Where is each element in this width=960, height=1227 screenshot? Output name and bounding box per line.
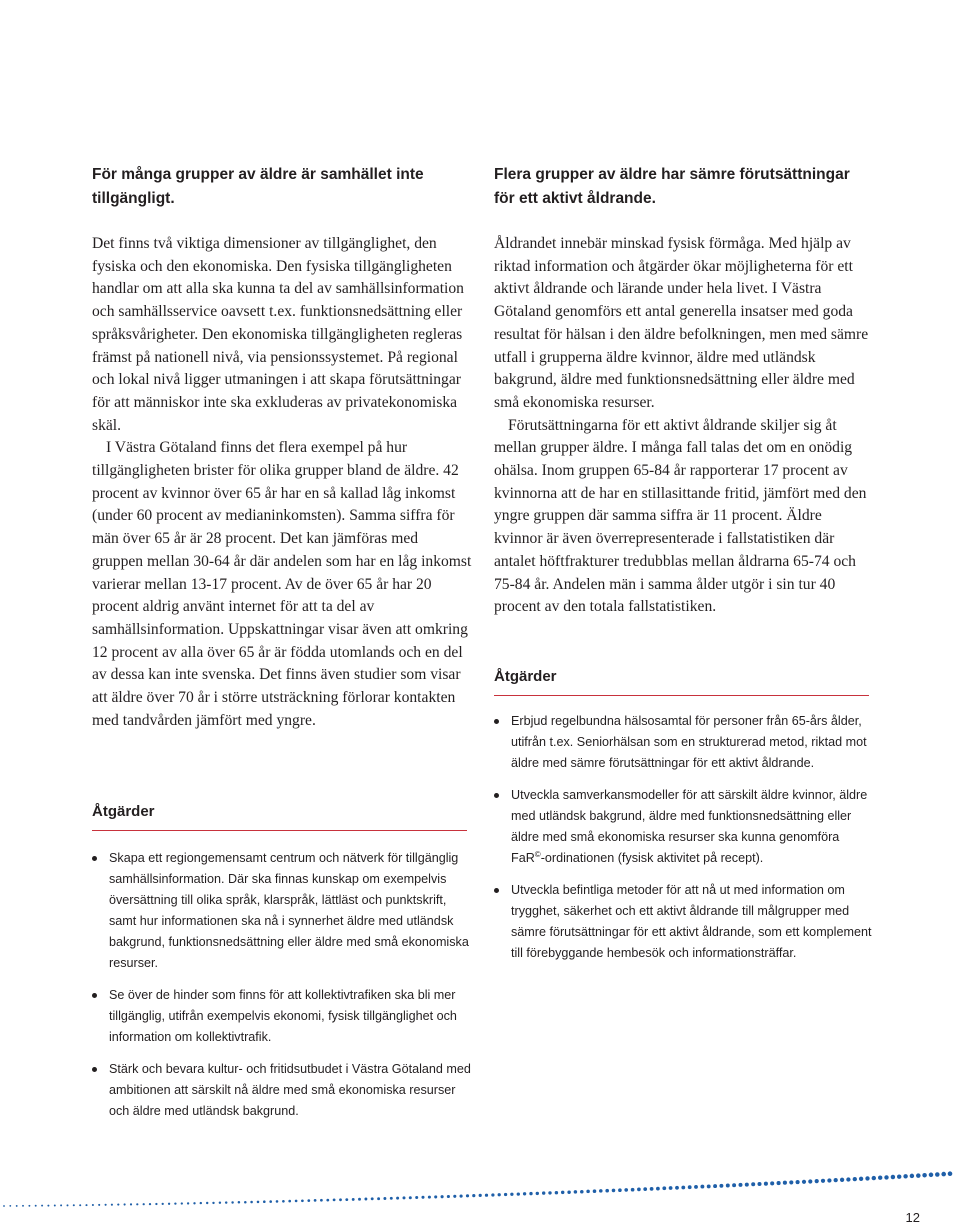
decorative-dot (777, 1181, 781, 1185)
decorative-dot (643, 1187, 647, 1191)
decorative-dot (35, 1205, 37, 1207)
page-number: 12 (905, 1210, 920, 1225)
list-item: Utveckla befintliga metoder för att nå ut med information om trygghet, säkerhet och ett aktivt åldrande till målgrupper med sämre förutsättningar för ett aktivt åldrande, som ett komplement till förebyggande hembesök och informationsträffar. (494, 880, 874, 964)
decorative-dot (498, 1193, 501, 1196)
decorative-dot (364, 1198, 367, 1201)
decorative-dot (206, 1202, 208, 1204)
decorative-dot (637, 1188, 641, 1192)
decorative-dot (574, 1190, 578, 1194)
decorative-dot (3, 1205, 5, 1207)
right-bullet-list (494, 711, 874, 975)
decorative-dot (536, 1192, 539, 1195)
decorative-dot (713, 1184, 717, 1188)
decorative-dot (948, 1171, 953, 1176)
decorative-dot (897, 1174, 901, 1178)
decorative-dot (688, 1185, 692, 1189)
decorative-dot (54, 1205, 56, 1207)
decorative-dot (143, 1203, 145, 1205)
decorative-dot (929, 1173, 934, 1178)
decorative-dot (840, 1178, 844, 1182)
decorative-dot (339, 1198, 342, 1201)
decorative-dot (460, 1195, 463, 1198)
right-body (494, 233, 874, 619)
list-item: Utveckla samverkansmodeller för att särskilt äldre kvinnor, äldre med utländsk bakgrund, äldre med funktionsnedsättning eller äldre med små ekonomiska resurser ska kunna genomföra FaR©-ordinationen (fysisk aktivitet på recept). (494, 785, 874, 869)
left-section-rule (92, 830, 467, 831)
decorative-dot (903, 1174, 907, 1178)
decorative-dot (707, 1184, 711, 1188)
decorative-dot (466, 1194, 469, 1197)
decorative-dot (719, 1184, 723, 1188)
bullet-icon (494, 793, 499, 798)
decorative-dot (910, 1174, 914, 1178)
right-heading: Flera grupper av äldre har sämre förutsättningar för ett aktivt åldrande. (494, 166, 850, 207)
right-paragraph-1: Åldrandet innebär minskad fysisk förmåga. Med hjälp av riktad information och åtgärder ökar möjligheterna för ett aktivt åldrande och lärande under hela livet. I Västra Götaland genomförs ett antal generella insatser med goda resultat för hälsan i den äldre befolkningen, men med sämre utfall i grupperna äldre kvinnor, äldre med utländsk bakgrund, äldre med funktionsnedsättning eller äldre med små ekonomiska resurser. (494, 235, 869, 411)
decorative-dot (872, 1176, 876, 1180)
decorative-dot (130, 1203, 132, 1205)
list-item: Erbjud regelbundna hälsosamtal för personer från 65-års ålder, utifrån t.ex. Seniorhälsan som en strukturerad metod, riktad mot äldre med sämre förutsättningar för ett aktivt åldrande. (494, 711, 874, 774)
decorative-dot (225, 1201, 227, 1203)
decorative-dot (383, 1197, 386, 1200)
decorative-dot (67, 1204, 69, 1206)
decorative-dot (783, 1181, 787, 1185)
decorative-dot (352, 1198, 355, 1201)
decorative-dot (390, 1197, 393, 1200)
decorative-dot (174, 1202, 176, 1204)
decorative-dot (491, 1193, 494, 1196)
right-section-title: Åtgärder (494, 668, 557, 685)
bullet-icon (494, 888, 499, 893)
decorative-dot (802, 1180, 806, 1184)
decorative-dot (605, 1189, 609, 1193)
decorative-dot (922, 1173, 927, 1178)
decorative-dot (219, 1201, 221, 1203)
list-item: Se över de hinder som finns för att kollektivtrafiken ska bli mer tillgänglig, utifrån exempelvis ekonomi, fysisk tillgänglighet och information om kollektivtrafik. (92, 985, 472, 1048)
decorative-dot (307, 1199, 310, 1202)
decorative-dot (41, 1205, 43, 1207)
decorative-dot (612, 1189, 616, 1193)
decorative-dot (580, 1190, 584, 1194)
decorative-dot (624, 1188, 628, 1192)
decorative-dot (517, 1192, 520, 1195)
decorative-dot (269, 1200, 272, 1203)
left-heading: För många grupper av äldre är samhället inte tillgängligt. (92, 166, 424, 207)
decorative-dot (136, 1203, 138, 1205)
right-paragraph-2: Förutsättningarna för ett aktivt åldrande skiljer sig åt mellan grupper äldre. I många fall talas det om en onödig ohälsa. Inom gruppen 65-84 år rapporterar 17 procent av kvinnorna att de har en stillasittande fritid, jämfört med den yngre gruppen där samma siffra är 11 procent. Äldre kvinnor är även överrepresenterade i fallstatistiken där antalet höftfrakturer tredubblas mellan åldrarna 65-74 och 75-84 år. Andelen män i samma ålder utgör i sin tur 40 procent av den totala fallstatistiken. (494, 416, 867, 616)
decorative-dot (732, 1183, 736, 1187)
bullet-icon (494, 719, 499, 724)
decorative-dot (599, 1189, 603, 1193)
decorative-dot (9, 1205, 11, 1207)
decorative-dot (73, 1204, 75, 1206)
decorative-dot (669, 1186, 673, 1190)
decorative-dot (105, 1204, 107, 1206)
decorative-dot (92, 1204, 94, 1206)
decorative-dot (523, 1192, 526, 1195)
decorative-dot (276, 1200, 279, 1203)
decorative-dot-row (0, 1170, 960, 1210)
decorative-dot (377, 1197, 380, 1200)
decorative-dot (441, 1195, 444, 1198)
decorative-dot (745, 1183, 749, 1187)
decorative-dot (884, 1175, 888, 1179)
decorative-dot (371, 1197, 374, 1200)
decorative-dot (751, 1182, 755, 1186)
decorative-dot (212, 1202, 214, 1204)
decorative-dot (288, 1200, 291, 1203)
decorative-dot (726, 1184, 730, 1188)
decorative-dot (859, 1177, 863, 1181)
copyright-mark: © (534, 849, 541, 859)
decorative-dot (504, 1193, 507, 1196)
decorative-dot (846, 1177, 850, 1181)
decorative-dot (770, 1181, 774, 1185)
decorative-dot (149, 1203, 151, 1205)
decorative-dot (618, 1188, 622, 1192)
list-item: Stärk och bevara kultur- och fritidsutbudet i Västra Götaland med ambitionen att särskilt nå äldre med små ekonomiska resurser och äldre med utländsk bakgrund. (92, 1059, 472, 1122)
bullet-icon (92, 993, 97, 998)
decorative-dot (314, 1199, 317, 1202)
decorative-dot (916, 1173, 921, 1178)
decorative-dot (675, 1186, 679, 1190)
decorative-dot (586, 1190, 590, 1194)
decorative-dot (409, 1196, 412, 1199)
decorative-dot (447, 1195, 450, 1198)
left-body (92, 233, 472, 732)
decorative-dot (403, 1196, 406, 1199)
decorative-dot (681, 1186, 685, 1190)
decorative-dot (79, 1204, 81, 1206)
decorative-dot (796, 1180, 800, 1184)
decorative-dot (22, 1205, 24, 1207)
decorative-dot (282, 1200, 285, 1203)
decorative-dot (16, 1205, 18, 1207)
decorative-dot (789, 1180, 793, 1184)
decorative-dot (593, 1189, 597, 1193)
decorative-dot (162, 1203, 164, 1205)
decorative-dot (935, 1172, 940, 1177)
decorative-dot (168, 1203, 170, 1205)
decorative-dot (808, 1179, 812, 1183)
decorative-dot (453, 1195, 456, 1198)
decorative-dot (815, 1179, 819, 1183)
list-item: Skapa ett regiongemensamt centrum och nätverk för tillgänglig samhällsinformation. Där ska finnas kunskap om exempelvis översättning till olika språk, klarspråk, lättläst och punktskrift, samt hur informationen ska nå i synnerhet äldre med utländsk bakgrund, funktionsnedsättning eller äldre med små ekonomiska resurser. (92, 848, 472, 974)
decorative-dot (827, 1178, 831, 1182)
decorative-dot (878, 1176, 882, 1180)
decorative-dot (415, 1196, 418, 1199)
decorative-dot (941, 1172, 946, 1177)
decorative-dot (193, 1202, 195, 1204)
decorative-dot (326, 1199, 329, 1202)
decorative-dot (200, 1202, 202, 1204)
decorative-dot (295, 1200, 298, 1203)
bullet-icon (92, 1067, 97, 1072)
decorative-dot (320, 1199, 323, 1202)
decorative-dot (250, 1201, 253, 1204)
decorative-dot (155, 1203, 157, 1205)
decorative-dot (479, 1194, 482, 1197)
decorative-dot (238, 1201, 241, 1204)
decorative-dot (694, 1185, 698, 1189)
decorative-dot (700, 1185, 704, 1189)
decorative-dot (111, 1204, 113, 1206)
decorative-dot (421, 1196, 424, 1199)
decorative-dot (85, 1204, 87, 1206)
left-paragraph-2: I Västra Götaland finns det flera exempel på hur tillgängligheten brister för olika grupper bland de äldre. 42 procent av kvinnor över 65 år har en så kallad låg inkomst (under 60 procent av medianinkomsten). Samma siffra för män över 65 år är 28 procent. Det kan jämföras med gruppen mellan 30-64 år där andelen som har en låg inkomst varierar mellan 13-17 procent. Av de över 65 år har 20 procent aldrig använt internet för att ta del av samhällsinformation. Uppskattningar visar även att omkring 12 procent av alla över 65 år är födda utomlands och en del av dessa kan inte svenska. Det finns även studier som visar att äldre över 70 år i större utsträckning förlorar kontakten med tandvården jämfört med yngre. (92, 439, 472, 729)
decorative-dot (181, 1202, 183, 1204)
decorative-dot (472, 1194, 475, 1197)
decorative-dot (47, 1205, 49, 1207)
decorative-dot (98, 1204, 100, 1206)
decorative-dot (257, 1201, 260, 1204)
decorative-dot (650, 1187, 654, 1191)
left-bullet-list (92, 848, 472, 1133)
decorative-dot (656, 1187, 660, 1191)
decorative-dot (567, 1190, 570, 1193)
decorative-dot (244, 1201, 247, 1204)
decorative-dot (485, 1194, 488, 1197)
decorative-dot (821, 1179, 825, 1183)
decorative-dot (345, 1198, 348, 1201)
decorative-dot (529, 1192, 532, 1195)
decorative-dot (764, 1182, 768, 1186)
decorative-dot (396, 1197, 399, 1200)
decorative-dot (434, 1195, 437, 1198)
decorative-dot (853, 1177, 857, 1181)
decorative-dot (301, 1199, 304, 1202)
decorative-dot (555, 1191, 558, 1194)
decorative-dot (28, 1205, 30, 1207)
decorative-dot (231, 1201, 233, 1203)
decorative-dot (662, 1186, 666, 1190)
decorative-dot (561, 1191, 564, 1194)
right-section-rule (494, 695, 869, 696)
decorative-dot (358, 1198, 361, 1201)
decorative-dot (542, 1191, 545, 1194)
left-paragraph-1: Det finns två viktiga dimensioner av tillgänglighet, den fysiska och den ekonomiska. Den fysiska tillgängligheten handlar om att alla ska kunna ta del av samhällsinformation och samhällsservice oavsett t.ex. funktionsnedsättning eller språksvårigheter. Den ekonomiska tillgängligheten regleras främst på nationell nivå, via pensionssystemet. På regional och lokal nivå ligger utmaningen i att skapa förutsättningar för att människor inte ska exkluderas av privatekonomiska skäl. (92, 235, 464, 434)
decorative-dot (510, 1193, 513, 1196)
decorative-dot (757, 1182, 761, 1186)
decorative-dot (124, 1203, 126, 1205)
decorative-dot (60, 1204, 62, 1206)
decorative-dot (865, 1176, 869, 1180)
left-section-title: Åtgärder (92, 803, 155, 820)
decorative-dot (548, 1191, 551, 1194)
decorative-dot (631, 1188, 635, 1192)
decorative-dot (333, 1199, 336, 1202)
decorative-dot (187, 1202, 189, 1204)
decorative-dot (834, 1178, 838, 1182)
decorative-dot (891, 1175, 895, 1179)
decorative-dot (428, 1196, 431, 1199)
decorative-dot (117, 1204, 119, 1206)
decorative-dot (739, 1183, 743, 1187)
decorative-dot (263, 1200, 266, 1203)
bullet-icon (92, 856, 97, 861)
